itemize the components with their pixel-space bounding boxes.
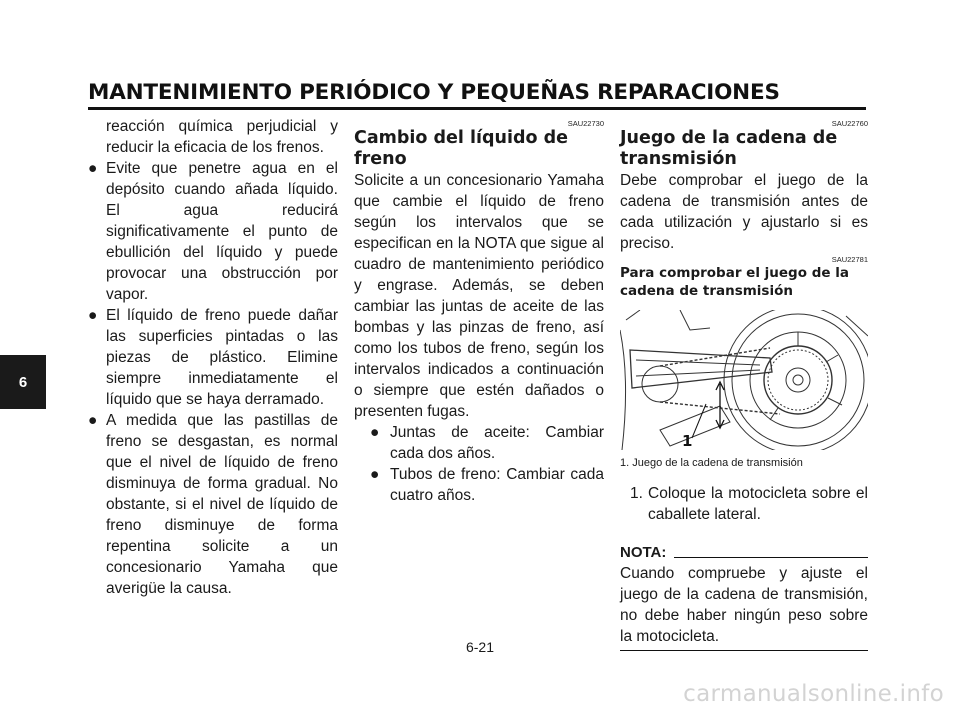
left-bullet-item [88,158,338,305]
page-number: 6-21 [465,639,495,655]
mid-bullet-item [354,422,604,464]
note-header [620,542,868,563]
section-body: Debe comprobar el juego de la cadena de transmisión antes de cada utilización y ajustarlo si es preciso. [620,172,868,252]
note-label: NOTA: [620,544,667,561]
drive-chain-figure [620,310,868,450]
note-rule [674,557,868,558]
bullet-text: Tubos de freno: Cambiar cada cuatro años. [390,466,604,504]
bullet-dot-icon: ● [370,424,380,441]
left-bullet-item [88,305,338,410]
section-title: Cambio del líquido de freno [354,128,569,169]
section-code: SAU22760 [831,119,868,128]
note-text: Cuando compruebe y ajuste el juego de la cadena de transmisión, no debe haber ningún peso sobre la motocicleta. [620,565,868,645]
procedure-step [620,483,868,525]
middle-column [354,116,604,506]
figure-callout-number: 1 [682,432,693,450]
bullet-text: Evite que penetre agua en el depósito cuando añada líquido. El agua reducirá significativamente el punto de ebullición del líquido y puede provocar una obstrucción por vapor. [106,160,338,303]
section-title: Juego de la cadena de transmisión [620,128,838,169]
figure-caption: 1. Juego de la cadena de transmisión [620,457,803,469]
bullet-dot-icon: ● [88,412,98,429]
subsection-code: SAU22781 [831,255,868,264]
bullet-dot-icon: ● [88,307,98,324]
right-column [620,116,868,651]
subsection-title: Para comprobar el juego de la cadena de transmisión [620,265,849,299]
bullet-text: A medida que las pastillas de freno se desgastan, es normal que el nivel de líquido de freno disminuya de forma gradual. No obstante, si el nivel de líquido de freno disminuye de forma repentina solicite a un concesionario Yamaha que averigüe la causa. [106,412,338,597]
bullet-text: El líquido de freno puede dañar las superficies pintadas o las piezas de plástico. Elimine siempre inmediatamente el líquido que se haya derramado. [106,307,338,408]
section-code: SAU22730 [567,119,604,128]
section-body: Solicite a un concesionario Yamaha que cambie el líquido de freno según los intervalos que se especifican en la NOTA que sigue al cuadro de mantenimiento periódico y engrase. Además, se deben cambiar las juntas de aceite de las bombas y las pinzas de freno, así como los tubos de freno, según los intervalos indicados a continuación o siempre que estén dañados o presenten fugas. [354,172,604,420]
bullet-dot-icon: ● [370,466,380,483]
rear-wheel-chain-illustration [620,310,868,450]
page-header-title: MANTENIMIENTO PERIÓDICO Y PEQUEÑAS REPARACIONES [88,80,780,105]
bullet-dot-icon: ● [88,160,98,177]
watermark: carmanualsonline.info [683,681,944,707]
left-column [88,116,338,599]
left-intro-text: reacción química perjudicial y reducir la eficacia de los frenos. [106,118,338,156]
step-number: 1. [630,485,643,502]
left-bullet-item [88,410,338,599]
step-text: Coloque la motocicleta sobre el caballete lateral. [648,485,868,523]
bullet-text: Juntas de aceite: Cambiar cada dos años. [390,424,604,462]
header-rule [88,107,866,110]
chapter-tab: 6 [0,355,46,409]
mid-bullet-item [354,464,604,506]
